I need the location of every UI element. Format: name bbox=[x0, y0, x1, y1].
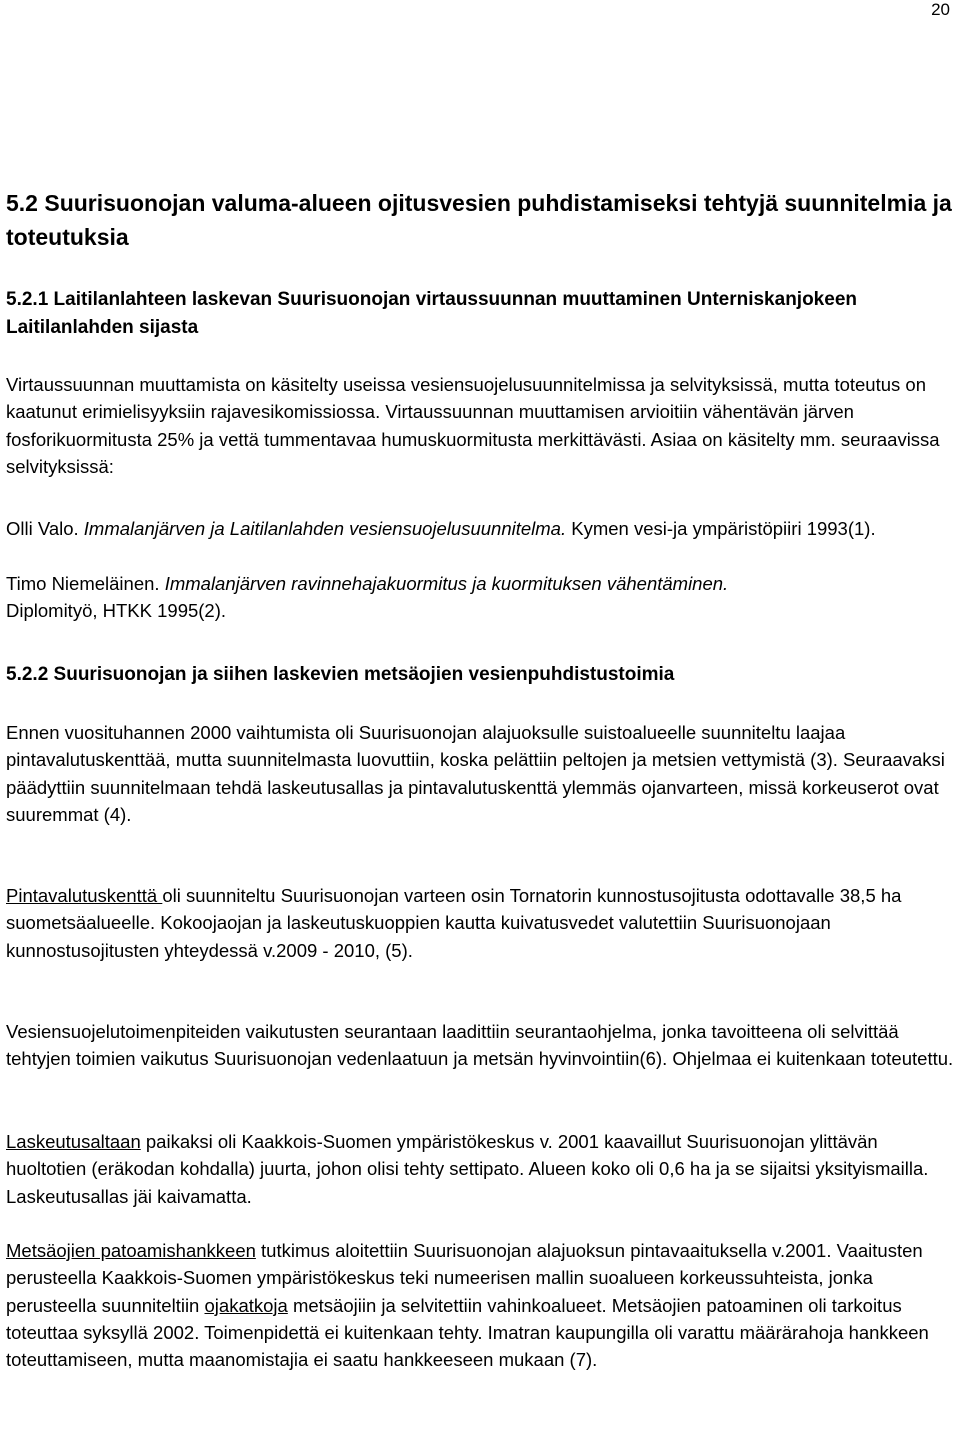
paragraph-5 bbox=[6, 1237, 954, 1373]
patoamishanke-term: Metsäojien patoamishankkeen bbox=[6, 1240, 256, 1261]
subsection-heading-5-2-1: 5.2.1 Laitilanlahteen laskevan Suurisuonojan virtaussuunnan muuttaminen Unterniskanjokeen Laitilanlahden sijasta bbox=[6, 289, 857, 338]
paragraph-4-text: paikaksi oli Kaakkois-Suomen ympäristökeskus v. 2001 kaavaillut Suurisuonojan ylittävän huoltotien (eräkodan kohdalla) juurta, johon olisi tehty settipato. Alueen koko oli 0,6 ha ja se sijaitsi yksityismailla. Laskeutusallas jäi kaivamatta. bbox=[6, 1131, 929, 1207]
paragraph-2-text: oli suunniteltu Suurisuonojan varteen osin Tornatorin kunnostusojitusta odottavalle 38,5 ha suometsäalueelle. Kokoojaojan ja laskeutuskuoppien kautta kuivatusvedet valutettiin Suurisuonojaan kunnostusojitusten yhteydessä v.2009 - 2010, (5). bbox=[6, 885, 902, 961]
pintavalutuskentta-term: Pintavalutuskenttä bbox=[6, 885, 163, 906]
section-heading: 5.2 Suurisuonojan valuma-alueen ojitusvesien puhdistamiseksi tehtyjä suunnitelmia ja toteutuksia bbox=[6, 190, 952, 250]
paragraph-5-text-2: metsäojiin ja selvitettiin vahinkoalueet. Metsäojien patoaminen oli tarkoitus toteuttaa syksyllä 2002. Toimenpidettä ei kuitenkaan tehty. Imatran kaupungilla oli varattu määrärahoja hankkeen toteuttamiseen, mutta maanomistajia ei saatu hankkeeseen mukaan (7). bbox=[6, 1294, 929, 1371]
paragraph-3: Vesiensuojelutoimenpiteiden vaikutusten seurantaan laadittiin seurantaohjelma, jonka tavoitteena oli selvittää tehtyjen toimien vaikutus Suurisuonojan vedenlaatuun ja metsän hyvinvointiin(6). Ohjelmaa ei kuitenkaan toteutettu. bbox=[6, 1021, 954, 1070]
reference-2-author: Timo Niemeläinen. bbox=[6, 573, 160, 594]
paragraph-1: Ennen vuosituhannen 2000 vaihtumista oli Suurisuonojan alajuoksulle suistoalueelle suunniteltu laajaa pintavalutuskenttää, mutta suunnitelmasta luovuttiin, koska pelättiin peltojen ja metsien vettymistä (3). Seuraavaksi päädyttiin suunnitelmaan tehdä laskeutusallas ja pintavalutuskenttä ylemmäs ojanvarteen, missä korkeuserot ovat suuremmat (4). bbox=[6, 722, 945, 825]
reference-2-publisher: Diplomityö, HTKK 1995(2). bbox=[6, 600, 227, 622]
reference-2-title: Immalanjärven ravinnehajakuormitus ja kuormituksen vähentäminen. bbox=[164, 573, 729, 594]
reference-1 bbox=[6, 515, 954, 542]
reference-1-publisher: Kymen vesi-ja ympäristöpiiri 1993(1). bbox=[571, 518, 876, 539]
reference-2 bbox=[6, 570, 954, 625]
paragraph-5-text-1: tutkimus aloitettiin Suurisuonojan alajuoksun pintavaaituksella v.2001. Vaaitusten perusteella Kaakkois-Suomen ympäristökeskus teki numeerisen mallin suoalueen korkeussuhteista, jonka perusteella suunniteltiin bbox=[6, 1240, 923, 1316]
paragraph-4 bbox=[6, 1128, 954, 1210]
page-number: 20 bbox=[931, 0, 950, 19]
paragraph-2 bbox=[6, 882, 954, 964]
intro-paragraph: Virtaussuunnan muuttamista on käsitelty useissa vesiensuojelusuunnitelmissa ja selvityksissä, mutta toteutus on kaatunut erimielisyyksiin rajavesikomissiossa. Virtaussuunnan muuttamisen arvioitiin vähentävän järven fosforikuormitusta 25% ja vettä tummentavaa humuskuormitusta merkittävästi. Asiaa on käsitelty mm. seuraavissa selvityksissä: bbox=[6, 374, 940, 477]
reference-1-title: Immalanjärven ja Laitilanlahden vesiensuojelusuunnitelma. bbox=[83, 518, 567, 539]
laskeutusaltaan-term: Laskeutusaltaan bbox=[6, 1131, 141, 1152]
reference-1-author: Olli Valo. bbox=[6, 518, 79, 539]
subsection-heading-5-2-2: 5.2.2 Suurisuonojan ja siihen laskevien metsäojien vesienpuhdistustoimia bbox=[6, 664, 675, 685]
ojakatkoja-term: ojakatkoja bbox=[204, 1294, 288, 1316]
